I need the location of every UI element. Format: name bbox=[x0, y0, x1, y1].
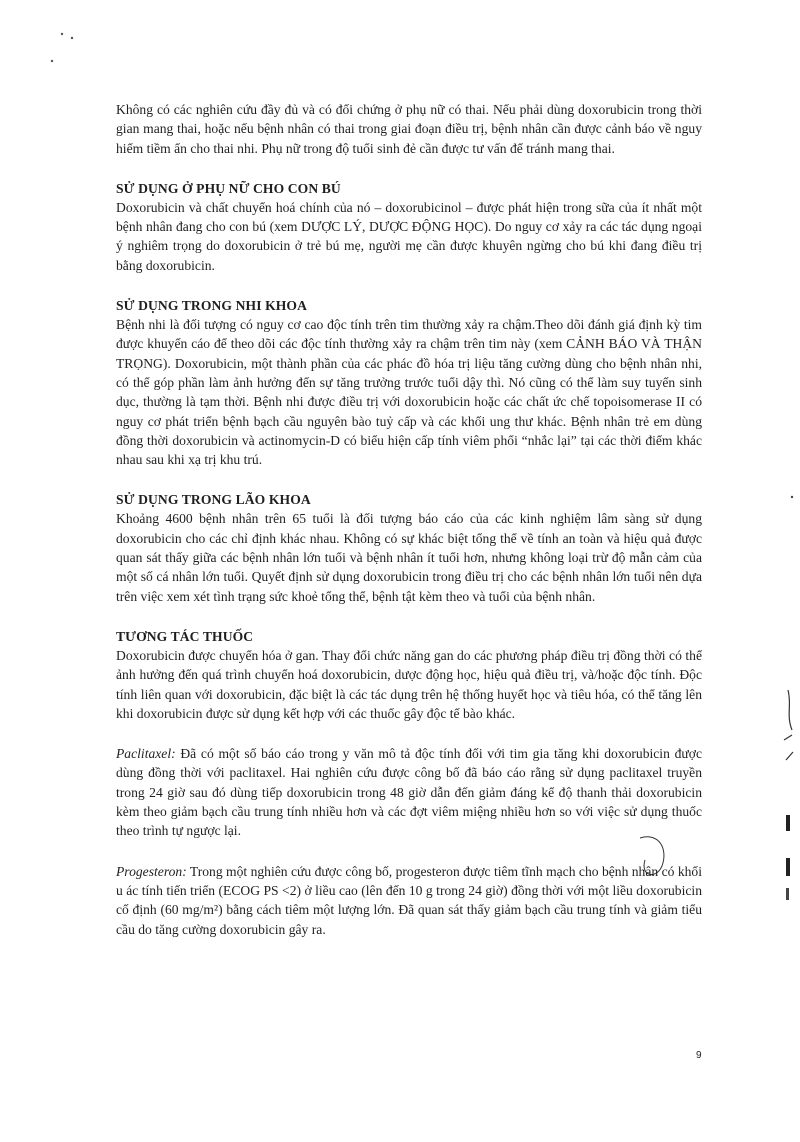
paragraph-lead: Paclitaxel: bbox=[116, 746, 176, 762]
section-heading: SỬ DỤNG Ở PHỤ NỮ CHO CON BÚ bbox=[116, 180, 341, 196]
section-pediatrics bbox=[116, 296, 702, 469]
paragraph-text: Khoảng 4600 bệnh nhân trên 65 tuổi là đối tượng báo cáo của các kinh nghiệm lâm sàng sử dụng doxorubicin cho các chỉ định khác nhau. Không có sự khác biệt tổng thể về tính an toàn và hiệu quả được quan sát thấy giữa các bệnh nhân lớn tuổi và bệnh nhân ít tuổi hơn, nhưng không loại trừ độ mẫn cảm của một số cá nhân lớn tuổi. Quyết định sử dụng doxorubicin trong điều trị cho các bệnh nhân lớn tuổi nên dựa trên việc xem xét tình trạng sức khoẻ tổng thể, bệnh tật kèm theo và tuổi của bệnh nhân. bbox=[116, 511, 702, 604]
paragraph-lead: Progesteron: bbox=[116, 863, 187, 879]
paragraph-text: Bệnh nhi là đối tượng có nguy cơ cao độc tính trên tim thường xảy ra chậm.Theo dõi đánh giá định kỳ tim được khuyến cáo để theo dõi các độc tính thường xảy ra chậm trên tim này (xem CẢNH BÁO VÀ THẬN TRỌNG). Doxorubicin, một thành phần của các phác đồ hóa trị liệu tăng cường dùng cho bệnh nhân nhi, có thể góp phần làm ảnh hưởng đến sự tăng trưởng trước tuổi dậy thì. Nó cũng có thể làm suy tuyến sinh dục, thường là tạm thời. Bệnh nhi được điều trị với doxorubicin hoặc các chất ức chế topoisomerase II có nguy cơ phát triển bệnh bạch cầu nguyên bào tuỷ cấp và các khối ung thư khác. Bệnh nhân trẻ em dùng đồng thời doxorubicin và actinomycin-D có biểu hiện cấp tính viêm phổi “nhắc lại” tại các thời điểm khác nhau sau khi xạ trị khu trú. bbox=[116, 317, 702, 468]
paragraph-text: Đã có một số báo cáo trong y văn mô tả độc tính đối với tim gia tăng khi doxorubicin được dùng đồng thời với paclitaxel. Hai nghiên cứu được công bố đã báo cáo rằng sử dụng paclitaxel truyền trong 24 giờ sau đó dùng tiếp doxorubicin trong 48 giờ dẫn đến giảm đáng kể độ thanh thải doxorubicin kèm theo giảm bạch cầu trung tính nhiều hơn và các đợt viêm miệng nhiều hơn so với việc sử dụng thuốc theo trình tự ngược lại. bbox=[116, 746, 702, 839]
document-body bbox=[116, 100, 702, 939]
paragraph-text: Doxorubicin và chất chuyển hoá chính của nó – doxorubicinol – được phát hiện trong sữa của ít nhất một bệnh nhân đang cho con bú (xem DƯỢC LÝ, DƯỢC ĐỘNG HỌC). Do nguy cơ xảy ra các tác dụng ngoại ý nghiêm trọng do doxorubicin ở trẻ bú mẹ, người mẹ cần được khuyên ngừng cho bú khi đang điều trị bằng doxorubicin. bbox=[116, 199, 702, 273]
paragraph bbox=[116, 100, 702, 158]
page-number: 9 bbox=[696, 1050, 702, 1061]
paragraph-text: Trong một nghiên cứu được công bố, progesteron được tiêm tĩnh mạch cho bệnh nhân có khối u ác tính tiến triển (ECOG PS <2) ở liều cao (lên đến 10 g trong 24 giờ) đồng thời với một liều doxorubicin cố định (60 mg/m²) bằng cách tiêm một lượng lớn. Đã quan sát thấy giảm bạch cầu trung tính và giảm tiểu cầu do tăng cường doxorubicin gây ra. bbox=[116, 863, 702, 937]
paragraph-paclitaxel bbox=[116, 744, 702, 840]
section-drug-interactions bbox=[116, 627, 702, 939]
paragraph-progesteron bbox=[116, 862, 702, 939]
intro-section bbox=[116, 100, 702, 158]
paragraph-text: Không có các nghiên cứu đầy đủ và có đối chứng ở phụ nữ có thai. Nếu phải dùng doxorubicin trong thời gian mang thai, hoặc nếu bệnh nhân có thai trong giai đoạn điều trị, bệnh nhân cần được cảnh báo về nguy hiểm tiềm ẩn cho thai nhi. Phụ nữ trong độ tuổi sinh đẻ cần được tư vấn để tránh mang thai. bbox=[116, 102, 702, 156]
paragraph bbox=[116, 646, 702, 723]
paragraph bbox=[116, 198, 702, 275]
paragraph bbox=[116, 509, 702, 605]
paragraph-text: Doxorubicin được chuyển hóa ở gan. Thay đổi chức năng gan do các phương pháp điều trị đồng thời có thể ảnh hưởng đến quá trình chuyển hoá doxorubicin, dược động học, hiệu quả điều trị, và/hoặc độc tính. Độc tính liên quan với doxorubicin, đặc biệt là các tác dụng trên hệ thống huyết học và tiêu hóa, có thể tăng lên khi doxorubicin được sử dụng kết hợp với các thuốc gây độc tế bào khác. bbox=[116, 647, 702, 721]
section-heading: TƯƠNG TÁC THUỐC bbox=[116, 628, 254, 644]
section-heading: SỬ DỤNG TRONG NHI KHOA bbox=[116, 298, 308, 314]
section-breastfeeding bbox=[116, 179, 702, 275]
section-geriatrics bbox=[116, 490, 702, 605]
section-heading: SỬ DỤNG TRONG LÃO KHOA bbox=[116, 492, 311, 508]
paragraph bbox=[116, 315, 702, 469]
